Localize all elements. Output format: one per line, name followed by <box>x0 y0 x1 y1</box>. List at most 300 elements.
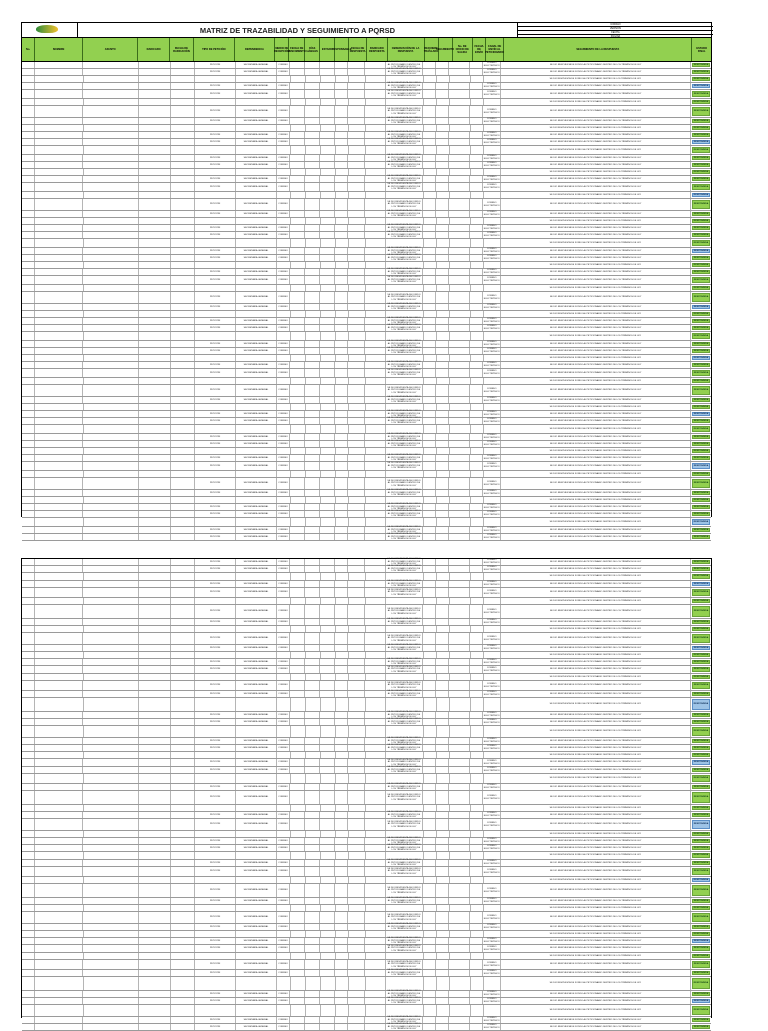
table-row[interactable] <box>22 726 711 738</box>
table-cell <box>171 411 195 417</box>
table-row[interactable] <box>22 970 711 977</box>
table-row[interactable] <box>22 1017 711 1024</box>
table-cell <box>436 155 449 161</box>
column-header[interactable]: TIPO DE PETICIÓN <box>194 38 235 61</box>
table-cell: SECRETARÍA GENERAL <box>236 1024 277 1030</box>
table-row[interactable] <box>22 132 711 139</box>
table-row[interactable] <box>22 633 711 645</box>
table-row[interactable] <box>22 441 711 448</box>
table-cell: PETICIÓN <box>195 659 236 665</box>
table-row[interactable] <box>22 355 711 362</box>
table-row[interactable] <box>22 362 711 369</box>
table-cell <box>290 759 305 766</box>
table-cell <box>306 953 321 959</box>
table-row[interactable] <box>22 90 711 99</box>
table-row[interactable] <box>22 269 711 276</box>
table-cell <box>471 378 484 384</box>
table-row[interactable] <box>22 155 711 162</box>
table-row[interactable] <box>22 812 711 819</box>
table-cell <box>306 652 321 658</box>
table-cell <box>195 674 236 680</box>
table-row[interactable] <box>22 176 711 183</box>
table-cell <box>83 385 139 396</box>
table-row[interactable] <box>22 898 711 905</box>
table-cell <box>35 276 83 284</box>
table-cell <box>366 76 387 82</box>
table-row[interactable] <box>22 652 711 659</box>
table-cell: CORREO <box>277 666 290 673</box>
table-cell <box>365 418 386 424</box>
table-cell <box>436 1024 449 1030</box>
column-header[interactable]: OBSERVACIÓN DE LA RESPUESTA <box>388 38 425 61</box>
table-row[interactable] <box>22 418 711 425</box>
table-cell <box>484 573 501 580</box>
table-cell <box>84 76 140 82</box>
table-row[interactable] <box>22 681 711 691</box>
table-row[interactable] <box>22 255 711 262</box>
table-cell <box>83 318 139 324</box>
table-cell <box>365 681 386 690</box>
table-cell <box>484 905 501 911</box>
table-cell: SE DIO RESPUESTA DE FONDO AL PETICIONARIO DENTRO DE LOS TÉRMINOS DE LEY <box>501 146 691 154</box>
table-row[interactable] <box>22 588 711 598</box>
table-cell <box>306 497 321 503</box>
table-row[interactable] <box>22 276 711 285</box>
table-cell: PETICIÓN <box>195 1017 236 1023</box>
table-row[interactable] <box>22 118 711 125</box>
table-row[interactable] <box>22 645 711 652</box>
table-row[interactable] <box>22 860 711 867</box>
table-cell <box>449 411 470 417</box>
table-cell <box>22 441 35 447</box>
table-row[interactable] <box>22 285 711 292</box>
table-row[interactable] <box>22 183 711 192</box>
column-header[interactable]: No. <box>22 38 35 61</box>
meta-code: CÓDIGO <box>518 23 713 27</box>
table-row[interactable] <box>22 626 711 633</box>
table-row[interactable] <box>22 805 711 812</box>
table-cell: SE DIO RESPUESTA DE FONDO AL PETICIONARIO DENTRO DE LOS TÉRMINOS DE LEY <box>501 369 691 377</box>
table-cell <box>320 211 335 217</box>
table-row[interactable] <box>22 912 711 924</box>
table-cell <box>366 192 387 198</box>
table-cell <box>305 455 320 461</box>
status-badge: RESPONDIDA <box>693 971 709 974</box>
table-cell <box>320 348 335 354</box>
table-row[interactable] <box>22 248 711 255</box>
table-cell <box>320 325 335 331</box>
table-cell <box>470 69 483 75</box>
table-row[interactable] <box>22 69 711 76</box>
table-row[interactable] <box>22 448 711 455</box>
status-badge: RESPONDIDA <box>692 479 710 488</box>
table-row[interactable] <box>22 232 711 239</box>
table-cell <box>35 355 83 361</box>
table-cell <box>336 332 349 340</box>
table-row[interactable] <box>22 225 711 232</box>
table-cell <box>35 169 83 175</box>
table-row[interactable] <box>22 960 711 970</box>
table-row[interactable] <box>22 991 711 998</box>
column-header[interactable]: No. DE OFICIO DE SALIDA <box>453 38 473 61</box>
column-header[interactable]: RADICADO <box>138 38 169 61</box>
table-row[interactable] <box>22 471 711 478</box>
table-row[interactable] <box>22 619 711 626</box>
table-row[interactable] <box>22 504 711 511</box>
table-row[interactable] <box>22 845 711 852</box>
table-cell <box>83 712 139 718</box>
table-row[interactable] <box>22 527 711 534</box>
table-cell <box>35 938 83 944</box>
table-cell: SE DIO RESPUESTA DE FONDO AL PETICIONARIO DENTRO DE LOS TÉRMINOS DE LEY <box>386 90 423 98</box>
table-cell <box>320 132 335 138</box>
column-header[interactable]: FECHA DE ENVÍO <box>473 38 486 61</box>
table-cell: PETICIÓN <box>195 819 236 830</box>
table-cell <box>236 1005 277 1016</box>
table-cell <box>22 945 35 952</box>
table-cell <box>348 369 365 377</box>
table-row[interactable] <box>22 852 711 860</box>
table-cell <box>436 318 449 324</box>
table-cell <box>290 912 305 923</box>
table-cell <box>139 559 171 565</box>
table-row[interactable] <box>22 218 711 225</box>
table-cell <box>35 719 83 725</box>
table-cell <box>83 232 139 238</box>
table-row[interactable] <box>22 311 711 318</box>
table-row[interactable] <box>22 332 711 341</box>
table-row[interactable] <box>22 434 711 441</box>
table-cell <box>450 332 471 340</box>
table-cell: SE DIO RESPUESTA DE FONDO AL PETICIONARIO DENTRO DE LOS TÉRMINOS DE LEY <box>501 534 691 540</box>
column-header[interactable]: SEGUIMIENTO DE LA RESPUESTA <box>504 38 692 61</box>
table-cell: SE DIO RESPUESTA DE FONDO AL PETICIONARIO DENTRO DE LOS TÉRMINOS DE LEY <box>501 752 691 758</box>
table-cell: SE DIO RESPUESTA DE FONDO AL PETICIONARIO DENTRO DE LOS TÉRMINOS DE LEY <box>386 838 423 844</box>
table-cell <box>83 633 139 644</box>
table-cell <box>365 199 386 210</box>
table-cell <box>450 931 471 937</box>
table-cell: SE DIO RESPUESTA DE FONDO AL PETICIONARIO DENTRO DE LOS TÉRMINOS DE LEY <box>501 977 691 990</box>
table-row[interactable] <box>22 712 711 719</box>
table-cell: CORREO ELECTRÓNICO <box>483 341 500 346</box>
table-cell <box>366 598 387 604</box>
table-cell <box>437 448 450 454</box>
column-header[interactable]: FECHA DE RESPUESTA <box>349 38 367 61</box>
table-row[interactable] <box>22 945 711 953</box>
table-cell <box>423 211 436 217</box>
table-cell <box>348 619 365 625</box>
table-cell <box>366 726 387 737</box>
table-row[interactable] <box>22 62 711 69</box>
table-row[interactable] <box>22 666 711 674</box>
table-cell <box>277 598 290 604</box>
table-row[interactable] <box>22 318 711 325</box>
column-header[interactable]: FECHA DE RADICACIÓN <box>170 38 194 61</box>
table-cell <box>436 325 449 331</box>
table-cell <box>305 441 320 447</box>
table-row[interactable] <box>22 497 711 504</box>
table-cell: SE DIO RESPUESTA DE FONDO AL PETICIONARIO DENTRO DE LOS TÉRMINOS DE LEY <box>386 791 423 804</box>
table-cell <box>348 304 365 310</box>
table-cell <box>84 977 140 990</box>
table-cell <box>484 877 501 883</box>
table-cell <box>450 146 471 154</box>
table-cell <box>348 276 365 284</box>
table-cell <box>290 276 305 284</box>
table-row[interactable] <box>22 139 711 146</box>
table-cell <box>290 960 305 969</box>
table-row[interactable] <box>22 884 711 898</box>
status-badge: RESPONDIDA <box>693 456 709 459</box>
table-cell: CORREO ELECTRÓNICO <box>483 463 500 468</box>
table-row[interactable] <box>22 211 711 218</box>
table-cell <box>335 970 348 976</box>
table-row[interactable] <box>22 404 711 411</box>
table-row[interactable] <box>22 831 711 838</box>
table-cell <box>436 719 449 725</box>
table-cell <box>423 176 436 182</box>
table-cell <box>365 211 386 217</box>
table-row[interactable] <box>22 162 711 169</box>
table-cell <box>449 812 470 818</box>
table-cell <box>424 125 437 131</box>
table-cell <box>335 605 348 618</box>
table-row[interactable] <box>22 838 711 845</box>
table-cell <box>139 884 171 897</box>
table-cell <box>349 698 366 711</box>
column-header[interactable]: CANAL DE ENVÍO AL PETICIONARIO <box>486 38 504 61</box>
table-row[interactable] <box>22 490 711 497</box>
table-row[interactable] <box>22 784 711 791</box>
table-cell <box>139 155 171 161</box>
table-cell <box>484 518 501 526</box>
table-cell <box>449 418 470 424</box>
table-cell <box>171 960 195 969</box>
table-cell <box>84 218 140 224</box>
table-row[interactable] <box>22 348 711 355</box>
table-row[interactable] <box>22 455 711 462</box>
table-cell <box>365 62 386 68</box>
table-cell <box>449 619 470 625</box>
table-cell <box>139 712 171 718</box>
table-row[interactable] <box>22 411 711 418</box>
table-cell <box>22 478 35 489</box>
column-header[interactable]: NOMBRE <box>35 38 83 61</box>
table-cell <box>83 791 139 804</box>
table-cell: SE DIO RESPUESTA DE FONDO AL PETICIONARIO DENTRO DE LOS TÉRMINOS DE LEY <box>501 666 691 673</box>
table-cell <box>83 566 139 572</box>
table-row[interactable] <box>22 292 711 304</box>
table-cell <box>470 504 483 510</box>
status-badge: RESPONDIDA <box>693 177 709 180</box>
table-cell <box>320 69 335 75</box>
table-row[interactable] <box>22 262 711 269</box>
table-cell <box>437 774 450 783</box>
table-row[interactable] <box>22 518 711 527</box>
table-row[interactable] <box>22 239 711 248</box>
table-cell <box>171 318 195 324</box>
table-cell <box>321 425 336 433</box>
table-row[interactable] <box>22 752 711 759</box>
table-row[interactable] <box>22 598 711 605</box>
table-cell: CORREO ELECTRÓNICO <box>483 998 500 1003</box>
table-cell <box>449 581 470 587</box>
table-row[interactable] <box>22 924 711 931</box>
table-cell <box>35 285 83 291</box>
table-row[interactable] <box>22 146 711 155</box>
table-cell <box>22 581 35 587</box>
table-row[interactable] <box>22 566 711 573</box>
table-row[interactable] <box>22 106 711 118</box>
table-row[interactable] <box>22 192 711 199</box>
table-row[interactable] <box>22 478 711 490</box>
table-row[interactable] <box>22 125 711 132</box>
table-cell: CORREO <box>277 581 290 587</box>
table-cell <box>290 1024 305 1030</box>
table-cell <box>195 852 236 859</box>
table-row[interactable] <box>22 397 711 404</box>
column-header[interactable]: RESPONSABLE <box>335 38 349 61</box>
table-row[interactable] <box>22 819 711 831</box>
column-header[interactable]: FECHA DE VENCIMIENTO <box>289 38 305 61</box>
table-row[interactable] <box>22 581 711 588</box>
table-row[interactable] <box>22 867 711 877</box>
table-cell <box>348 691 365 697</box>
table-cell <box>290 812 305 818</box>
table-row[interactable] <box>22 659 711 666</box>
table-cell <box>450 805 471 811</box>
table-cell <box>365 304 386 310</box>
table-cell: SE DIO RESPUESTA DE FONDO AL PETICIONARIO DENTRO DE LOS TÉRMINOS DE LEY <box>386 633 423 644</box>
table-cell <box>171 674 195 680</box>
table-cell <box>423 369 436 377</box>
table-cell <box>424 752 437 758</box>
column-header[interactable]: ESTADO <box>320 38 335 61</box>
table-row[interactable] <box>22 378 711 385</box>
table-row[interactable] <box>22 559 711 566</box>
table-cell <box>306 905 321 911</box>
table-row[interactable] <box>22 462 711 471</box>
table-cell <box>348 645 365 651</box>
table-row[interactable] <box>22 931 711 938</box>
table-cell <box>139 759 171 766</box>
table-row[interactable] <box>22 385 711 397</box>
table-row[interactable] <box>22 511 711 518</box>
table-cell <box>84 497 140 503</box>
table-cell <box>305 819 320 830</box>
table-cell <box>450 378 471 384</box>
table-row[interactable] <box>22 905 711 912</box>
table-cell <box>305 411 320 417</box>
table-row[interactable] <box>22 977 711 991</box>
table-cell <box>321 218 336 224</box>
column-header[interactable]: MEDIO DE RECEPCIÓN <box>275 38 289 61</box>
table-cell <box>365 248 386 254</box>
table-row[interactable] <box>22 759 711 767</box>
status-badge: RESPONDIDA <box>693 832 709 835</box>
table-cell <box>22 812 35 818</box>
table-row[interactable] <box>22 738 711 745</box>
table-cell: CORREO ELECTRÓNICO <box>483 441 500 446</box>
column-header[interactable]: RADICADO RESPUESTA <box>367 38 387 61</box>
table-row[interactable] <box>22 369 711 378</box>
table-cell <box>321 192 336 198</box>
table-row[interactable] <box>22 877 711 884</box>
table-row[interactable] <box>22 998 711 1005</box>
table-row[interactable] <box>22 767 711 774</box>
status-badge: RESPONDIDA <box>693 491 709 494</box>
table-cell <box>365 385 386 396</box>
table-row[interactable] <box>22 953 711 960</box>
table-cell <box>291 192 306 198</box>
column-header[interactable]: REQUIERE TRASLADO <box>425 38 439 61</box>
table-cell <box>365 938 386 944</box>
table-row[interactable] <box>22 534 711 541</box>
table-cell: SE DIO RESPUESTA DE FONDO AL PETICIONARIO DENTRO DE LOS TÉRMINOS DE LEY <box>386 898 423 904</box>
table-cell: SE DIO RESPUESTA DE FONDO AL PETICIONARIO DENTRO DE LOS TÉRMINOS DE LEY <box>501 659 691 665</box>
table-row[interactable] <box>22 304 711 311</box>
table-cell <box>450 99 471 105</box>
table-row[interactable] <box>22 938 711 945</box>
table-cell <box>335 292 348 303</box>
table-cell <box>236 262 277 268</box>
table-row[interactable] <box>22 169 711 176</box>
table-row[interactable] <box>22 425 711 434</box>
table-cell <box>35 404 83 410</box>
table-row[interactable] <box>22 83 711 90</box>
column-header[interactable]: DÍAS HÁBILES <box>305 38 320 61</box>
table-cell <box>84 877 140 883</box>
table-cell <box>436 991 449 997</box>
table-row[interactable] <box>22 1005 711 1017</box>
table-row[interactable] <box>22 99 711 106</box>
table-cell: CORREO <box>277 712 290 718</box>
column-header[interactable]: ESTADO FINAL <box>696 46 708 53</box>
status-badge: RESPONDIDA <box>693 653 709 656</box>
table-row[interactable] <box>22 691 711 698</box>
table-row[interactable] <box>22 791 711 805</box>
table-cell <box>291 518 306 526</box>
table-row[interactable] <box>22 605 711 619</box>
table-row[interactable] <box>22 325 711 332</box>
table-cell <box>336 471 349 477</box>
column-header[interactable]: ASUNTO <box>83 38 138 61</box>
table-cell: CORREO <box>277 527 290 533</box>
table-cell: SE DIO RESPUESTA DE FONDO AL PETICIONARIO DENTRO DE LOS TÉRMINOS DE LEY <box>386 434 423 440</box>
table-cell <box>171 1024 195 1030</box>
table-row[interactable] <box>22 719 711 726</box>
table-row[interactable] <box>22 674 711 681</box>
status-badge: RESPONDIDA <box>693 906 709 909</box>
table-row[interactable] <box>22 573 711 581</box>
table-row[interactable] <box>22 341 711 348</box>
column-header[interactable]: DEPENDENCIA <box>235 38 276 61</box>
table-cell <box>423 362 436 368</box>
table-cell: PETICIÓN <box>195 276 236 284</box>
table-cell <box>290 255 305 261</box>
table-row[interactable] <box>22 1024 711 1031</box>
table-row[interactable] <box>22 199 711 211</box>
table-row[interactable] <box>22 76 711 83</box>
table-row[interactable] <box>22 774 711 784</box>
table-cell: CORREO <box>277 304 290 310</box>
table-row[interactable] <box>22 745 711 752</box>
table-row[interactable] <box>22 698 711 712</box>
table-cell <box>470 791 483 804</box>
table-cell <box>423 232 436 238</box>
table-cell <box>450 497 471 503</box>
column-header[interactable]: SEGUIMIENTO <box>439 38 453 61</box>
